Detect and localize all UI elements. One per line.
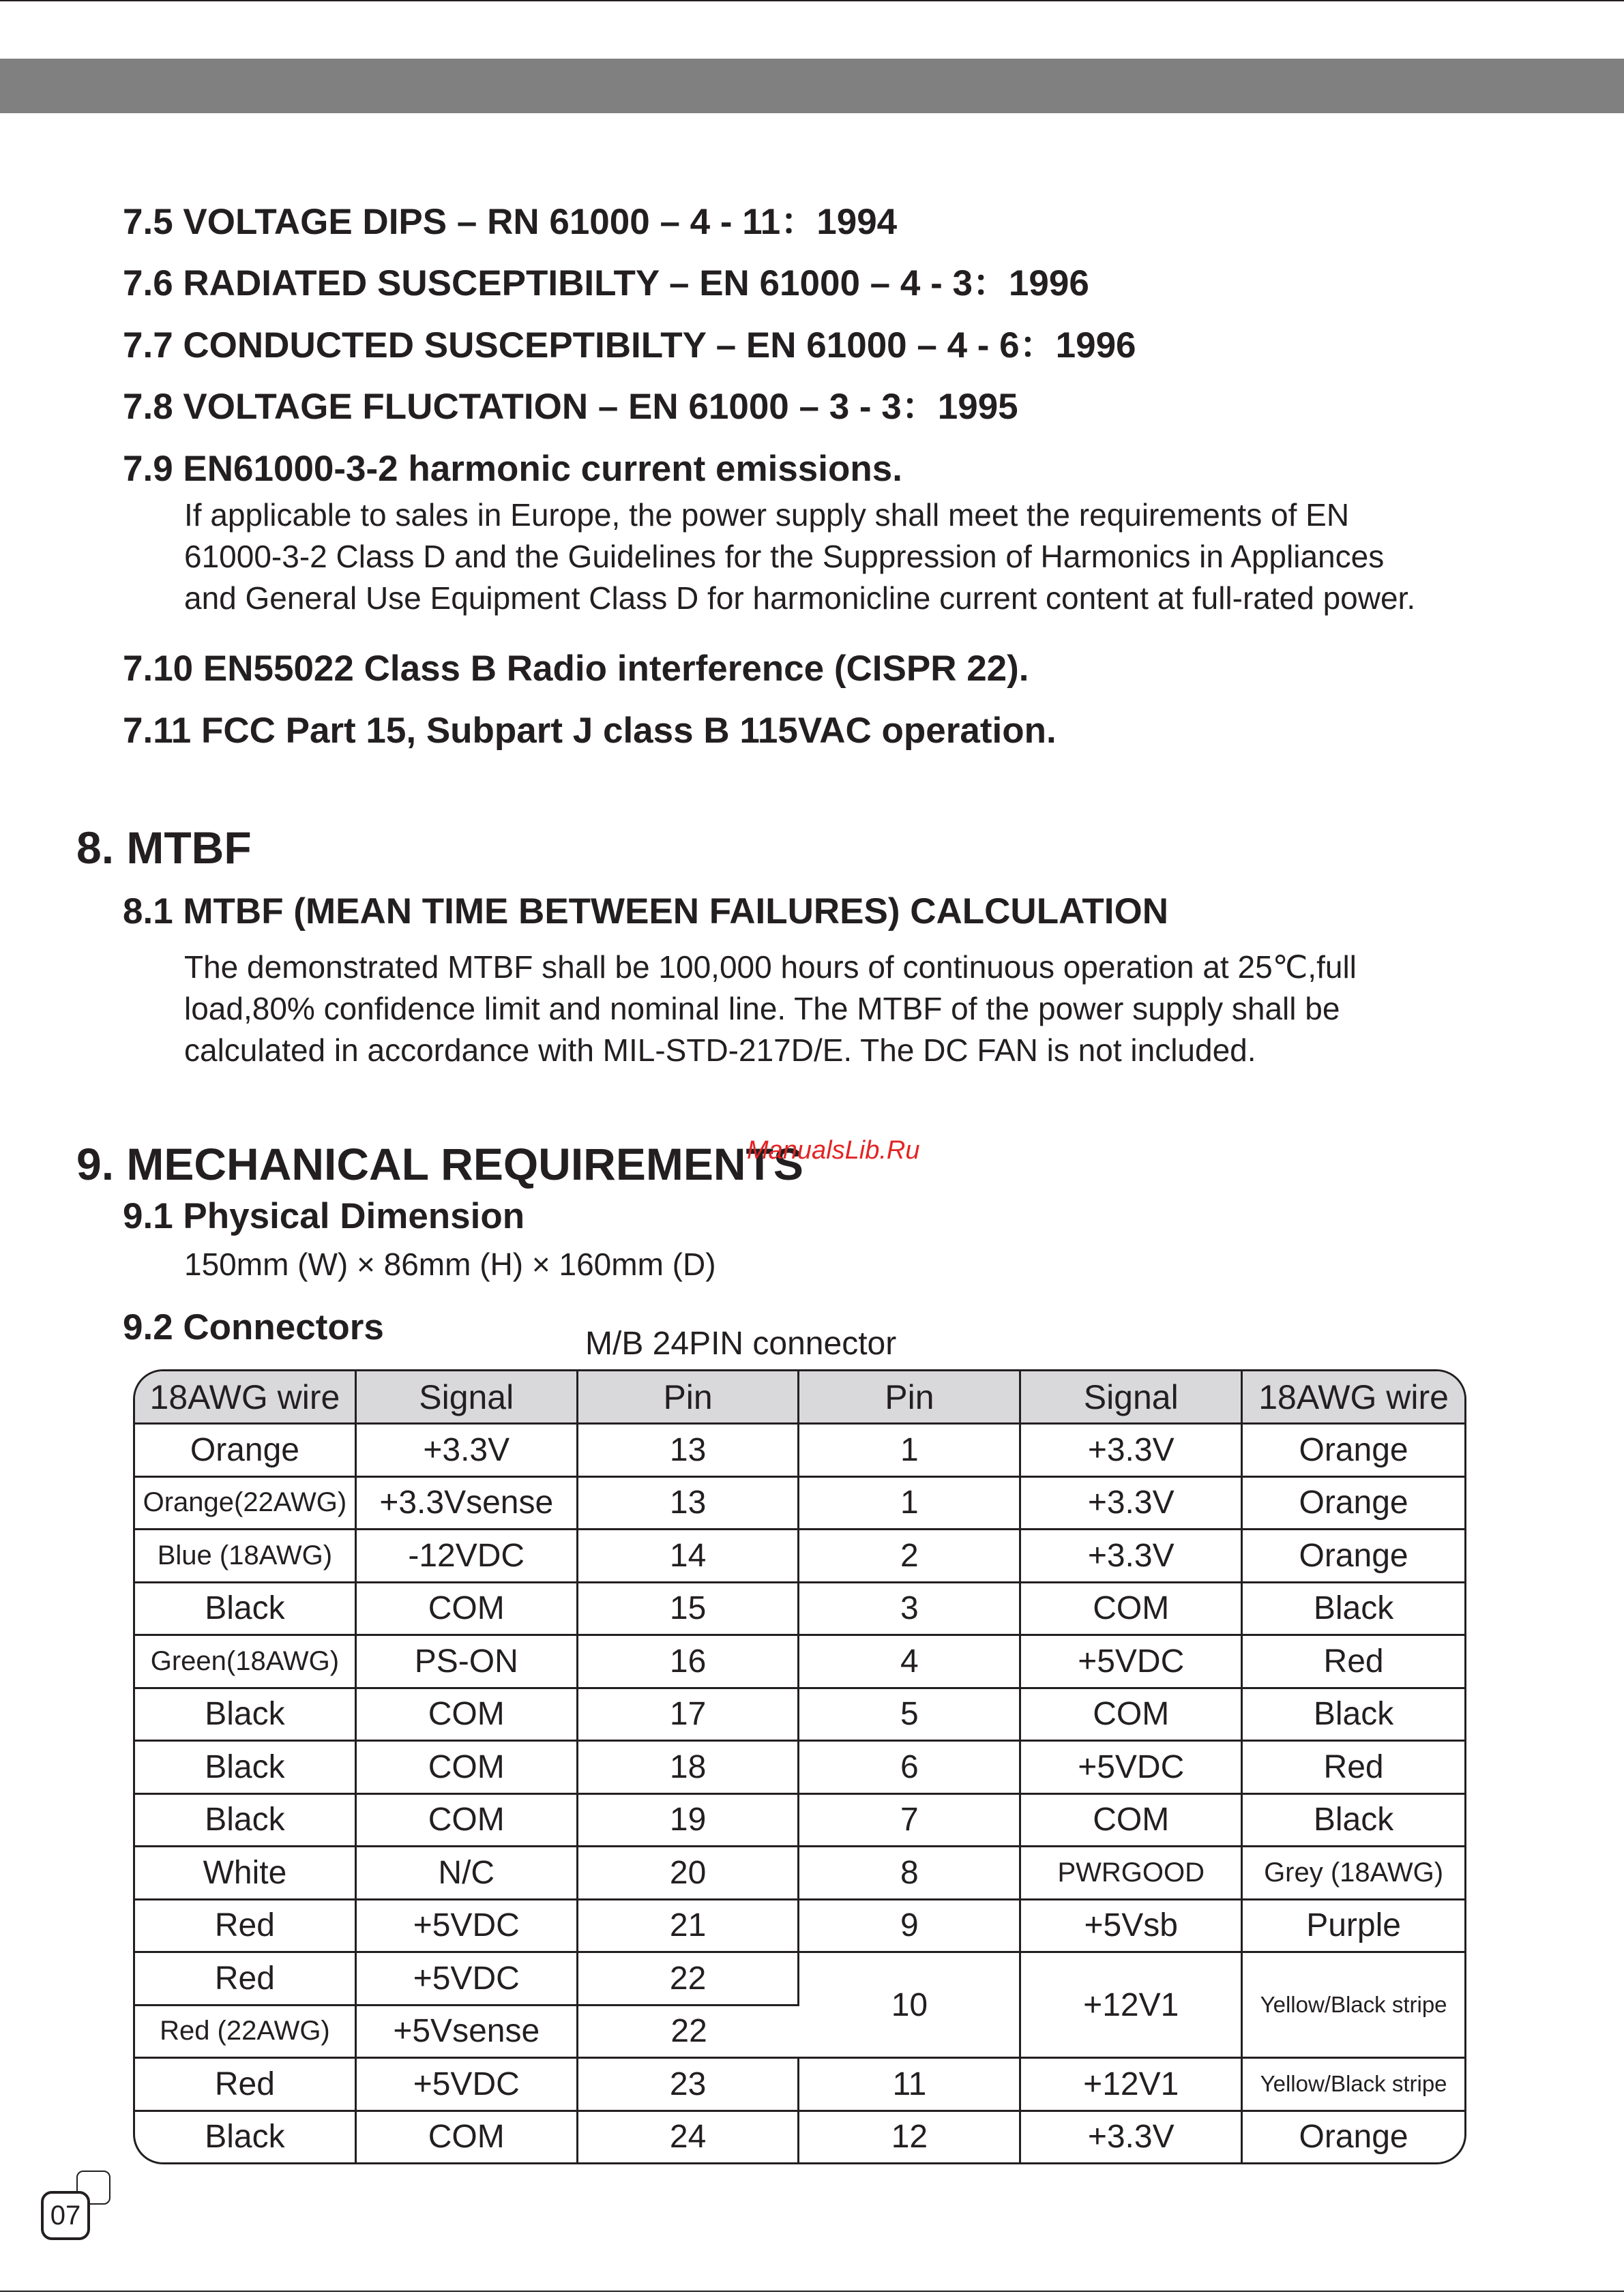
table-cell: Blue (18AWG): [135, 1530, 357, 1583]
section-7-8-heading: 7.8 VOLTAGE FLUCTATION – EN 61000 – 3 - 3：1995: [123, 387, 1018, 427]
table-row: [135, 1425, 1464, 1478]
header-cell: 18AWG wire: [1243, 1371, 1464, 1425]
table-row: [135, 1583, 1464, 1637]
header-cell: Signal: [357, 1371, 578, 1425]
table-cell: COM: [1021, 1689, 1243, 1742]
table-row: [135, 1636, 1464, 1689]
table-cell: Black: [135, 1689, 357, 1742]
table-cell: 1: [799, 1478, 1021, 1531]
section-7-10-heading: 7.10 EN55022 Class B Radio interference (CISPR 22).: [123, 648, 1029, 689]
table-cell: +5VDC: [1021, 1636, 1243, 1689]
table-cell: 2: [799, 1530, 1021, 1583]
table-cell: 22: [578, 1953, 800, 2006]
table-cell: Orange: [1243, 1530, 1464, 1583]
body-line: calculated in accordance with MIL-STD-217D/E. The DC FAN is not included.: [184, 1032, 1256, 1068]
table-cell: 1: [799, 1425, 1021, 1478]
table-cell: +3.3V: [1021, 1530, 1243, 1583]
section-9-2-heading: 9.2 Connectors: [123, 1307, 384, 1347]
table-cell: +5VDC: [1021, 1742, 1243, 1795]
table-cell: Purple: [1243, 1900, 1464, 1954]
table-cell: +5VDC: [357, 1953, 578, 2006]
section-9-1-body: 150mm (W) × 86mm (H) × 160mm (D): [184, 1247, 716, 1282]
section-7-9-heading: 7.9 EN61000-3-2 harmonic current emissions.: [123, 449, 902, 489]
connector-pin-table: [133, 1369, 1466, 2164]
table-cell: Orange: [1299, 2119, 1408, 2156]
table-cell: Black: [1243, 1689, 1464, 1742]
table-cell: 15: [578, 1583, 800, 1637]
table-cell: Grey (18AWG): [1243, 1847, 1464, 1900]
table-cell: 9: [799, 1900, 1021, 1954]
top-rule: [0, 0, 1624, 1]
table-cell: 17: [578, 1689, 800, 1742]
table-cell: +3.3Vsense: [357, 1478, 578, 1531]
section-7-7-heading: 7.7 CONDUCTED SUSCEPTIBILTY – EN 61000 – 4 - 6：1996: [123, 325, 1136, 366]
table-row: [135, 1795, 1464, 1848]
table-cell: Red: [1243, 1742, 1464, 1795]
table-cell: 20: [578, 1847, 800, 1900]
table-cell: +5VDC: [357, 2059, 578, 2112]
table-row: [135, 1742, 1464, 1795]
table-cell: Red (22AWG): [135, 2006, 357, 2059]
body-line: and General Use Equipment Class D for harmonicline current content at full-rated power.: [184, 580, 1416, 616]
table-cell: +3.3V: [1021, 2112, 1243, 2163]
section-7-6-heading: 7.6 RADIATED SUSCEPTIBILTY – EN 61000 – 4 - 3：1996: [123, 263, 1089, 303]
table-cell: COM: [357, 1689, 578, 1742]
section-9-1-heading: 9.1 Physical Dimension: [123, 1196, 525, 1236]
table-cell: +5VDC: [357, 1900, 578, 1954]
table-cell: 22: [578, 2006, 800, 2059]
table-cell: 12: [799, 2112, 1021, 2163]
table-cell: Black: [135, 1742, 357, 1795]
table-cell: COM: [357, 1583, 578, 1637]
table-cell: PWRGOOD: [1021, 1847, 1243, 1900]
table-cell: 10: [799, 1953, 1021, 2059]
table-cell: 13: [578, 1425, 800, 1478]
header-cell: Signal: [1021, 1371, 1243, 1425]
table-cell: COM: [1021, 1795, 1243, 1848]
bottom-rule: [0, 2291, 1624, 2292]
table-cell: Red: [135, 2059, 357, 2112]
table-cell: Green(18AWG): [135, 1636, 357, 1689]
table-cell: White: [135, 1847, 357, 1900]
section-7-5-heading: 7.5 VOLTAGE DIPS – RN 61000 – 4 - 11：1994: [123, 202, 898, 242]
table-cell: +3.3V: [1021, 1425, 1243, 1478]
section-7-11-heading: 7.11 FCC Part 15, Subpart J class B 115VAC operation.: [123, 711, 1057, 751]
table-row: [135, 1847, 1464, 1900]
section-7-9-body: [184, 494, 1548, 619]
body-line: The demonstrated MTBF shall be 100,000 hours of continuous operation at 25℃,full: [184, 949, 1357, 985]
table-cell: COM: [1021, 1583, 1243, 1637]
table-row: [135, 1900, 1464, 1954]
table-cell: N/C: [357, 1847, 578, 1900]
section-8-1-heading: 8.1 MTBF (MEAN TIME BETWEEN FAILURES) CALCULATION: [123, 891, 1169, 931]
table-row: [135, 2059, 1464, 2112]
section-8-1-body: [184, 946, 1548, 1071]
table-cell: 11: [799, 2059, 1021, 2112]
table-cell: COM: [357, 1795, 578, 1848]
table-cell: 21: [578, 1900, 800, 1954]
section-9-heading: 9. MECHANICAL REQUIREMENTS: [76, 1139, 803, 1189]
table-cell: Red: [1243, 1636, 1464, 1689]
table-cell: Yellow/Black stripe: [1243, 2059, 1464, 2112]
table-cell: 23: [578, 2059, 800, 2112]
table-cell: Orange: [1243, 1478, 1464, 1531]
section-8-heading: 8. MTBF: [76, 822, 252, 873]
table-cell: 18: [578, 1742, 800, 1795]
body-line: load,80% confidence limit and nominal line. The MTBF of the power supply shall be: [184, 991, 1340, 1026]
table-cell: +12V1: [1021, 2059, 1243, 2112]
table-header-row: [135, 1371, 1464, 1425]
header-bar: [0, 59, 1624, 113]
header-cell: Pin: [578, 1371, 800, 1425]
table-cell: -12VDC: [357, 1530, 578, 1583]
table-cell: Orange: [1243, 1425, 1464, 1478]
table-row: [135, 2112, 1464, 2163]
table-cell: Red: [135, 1953, 357, 2006]
table-cell: 16: [578, 1636, 800, 1689]
table-cell: 5: [799, 1689, 1021, 1742]
table-cell: PS-ON: [357, 1636, 578, 1689]
table-cell: 8: [799, 1847, 1021, 1900]
page-number: 07: [41, 2191, 90, 2240]
table-cell: 19: [578, 1795, 800, 1848]
table-row: [135, 1530, 1464, 1583]
table-cell: COM: [357, 2112, 578, 2163]
table-cell: +3.3V: [357, 1425, 578, 1478]
table-cell: 14: [578, 1530, 800, 1583]
table-cell: Red: [135, 1900, 357, 1954]
table-cell: Black: [135, 2112, 357, 2163]
watermark: ManualsLib.Ru: [747, 1136, 920, 1165]
table-caption: M/B 24PIN connector: [585, 1326, 897, 1362]
table-row: [135, 1478, 1464, 1531]
table-cell: Black: [1243, 1583, 1464, 1637]
table-cell: +3.3V: [1021, 1478, 1243, 1531]
table-cell: 6: [799, 1742, 1021, 1795]
table-cell: 13: [578, 1478, 800, 1531]
table-cell: Black: [1243, 1795, 1464, 1848]
table-cell: +12V1: [1021, 1953, 1243, 2059]
table-cell: 4: [799, 1636, 1021, 1689]
table-cell: Yellow/Black stripe: [1243, 1953, 1464, 2059]
table-cell: 7: [799, 1795, 1021, 1848]
body-line: 61000-3-2 Class D and the Guidelines for the Suppression of Harmonics in Appliances: [184, 539, 1385, 574]
table-row: [135, 1689, 1464, 1742]
header-cell: Pin: [799, 1371, 1021, 1425]
table-row: [135, 1953, 1464, 2006]
table-cell: Orange(22AWG): [135, 1478, 357, 1531]
body-line: If applicable to sales in Europe, the power supply shall meet the requirements of EN: [184, 497, 1350, 533]
table-cell: COM: [357, 1742, 578, 1795]
table-cell: 3: [799, 1583, 1021, 1637]
table-cell: Orange: [135, 1425, 357, 1478]
table-cell: +5Vsense: [357, 2006, 578, 2059]
header-cell: 18AWG wire: [135, 1371, 357, 1425]
table-cell: 24: [578, 2112, 800, 2163]
table-cell: Black: [135, 1583, 357, 1637]
table-cell: Black: [135, 1795, 357, 1848]
table-cell: +5Vsb: [1021, 1900, 1243, 1954]
